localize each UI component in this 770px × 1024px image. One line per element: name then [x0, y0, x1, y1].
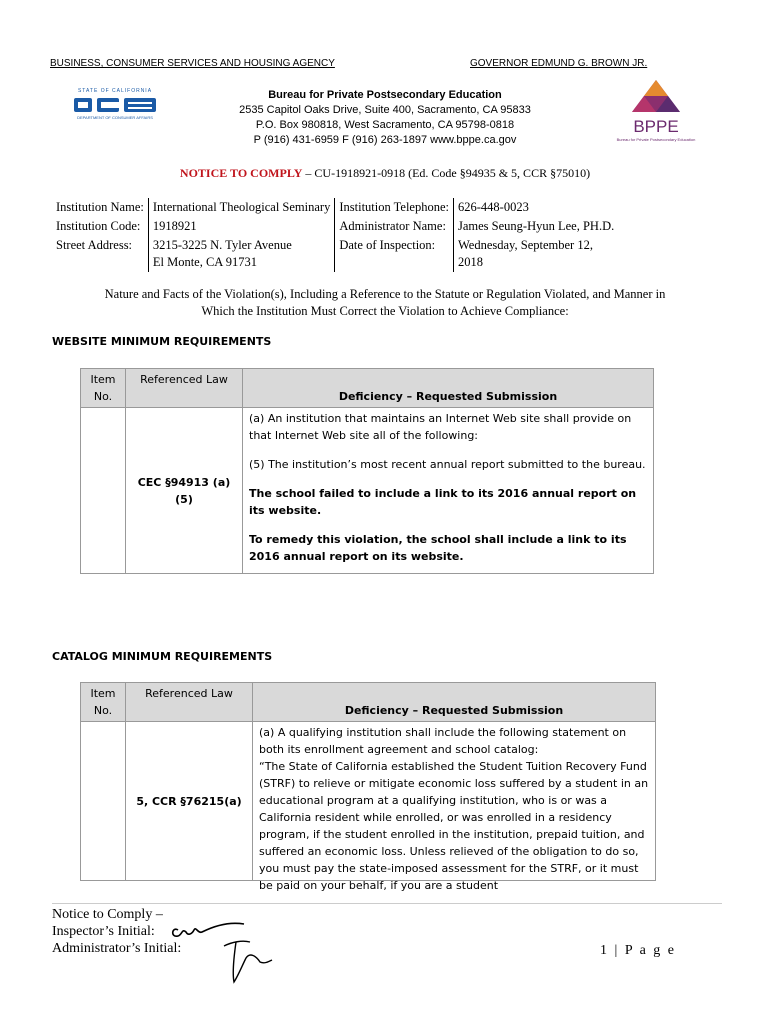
col-item-header: Item No. [81, 683, 126, 722]
dca-logo-top-text: STATE OF CALIFORNIA [77, 88, 153, 94]
table-row [81, 408, 654, 574]
catalog-deficiency-table [80, 682, 656, 892]
bureau-name: Bureau for Private Postsecondary Education [268, 89, 502, 101]
website-section-title: WEBSITE MINIMUM REQUIREMENTS [52, 335, 272, 348]
col-law-header: Referenced Law [126, 683, 253, 722]
agency-name: BUSINESS, CONSUMER SERVICES AND HOUSING AGENCY [50, 58, 335, 69]
street-address-value: 3215-3225 N. Tyler Avenue El Monte, CA 91731 [148, 236, 335, 272]
bureau-address2: P.O. Box 980818, West Sacramento, CA 95798-0818 [255, 119, 515, 131]
table-header-row [81, 683, 656, 722]
table-header-row [81, 369, 654, 408]
dca-logo-bottom-text: DEPARTMENT OF CONSUMER AFFAIRS [77, 115, 153, 120]
footer-notice-label: Notice to Comply – [52, 907, 163, 922]
col-deficiency-header: Deficiency – Requested Submission [253, 683, 656, 722]
referenced-law-cell: 5, CCR §76215(a) [126, 722, 253, 881]
institution-name-value: International Theological Seminary [148, 198, 335, 217]
institution-info-table [52, 198, 618, 272]
institution-code-value: 1918921 [148, 217, 335, 236]
col-law-header: Referenced Law [126, 369, 243, 408]
administrator-initial-label: Administrator’s Initial: [52, 941, 182, 956]
deficiency-cell: (a) A qualifying institution shall include the following statement on both its enrollment agreement and school catalog: “The State of California established the Student Tuition Recovery Fund (STRF) to relieve or mitigate economic loss suffered by a student in an educational program at a qualifying institution, who is or was a California resident while enrolled, or was enrolled in a residency program, if the student enrolled in the institution, prepaid tuition, and suffered an economic loss. Unless relieved of the obligation to do so, you must pay the state-imposed assessment for the STRF, or it must be paid on your behalf, if you are a student [253, 722, 656, 881]
inspector-initial-label: Inspector’s Initial: [52, 924, 155, 939]
institution-phone-label: Institution Telephone: [339, 200, 449, 214]
nature-of-violation: Nature and Facts of the Violation(s), Including a Reference to the Statute or Regulation Violated, and Manner in Which the Institution Must Correct the Violation to Achieve Compliance: [104, 287, 666, 318]
table-row [81, 722, 656, 881]
institution-code-label: Institution Code: [56, 219, 141, 233]
governor-name: GOVERNOR EDMUND G. BROWN JR. [470, 58, 648, 69]
institution-name-label: Institution Name: [56, 200, 144, 214]
bureau-address1: 2535 Capitol Oaks Drive, Suite 400, Sacramento, CA 95833 [239, 104, 531, 116]
catalog-section-title: CATALOG MINIMUM REQUIREMENTS [52, 650, 273, 663]
bppe-logo [618, 78, 694, 152]
notice-label: NOTICE TO COMPLY [179, 166, 303, 180]
inspection-date-label: Date of Inspection: [339, 238, 436, 252]
page-number: 1 | P a g e [600, 943, 677, 958]
website-deficiency-table [80, 368, 654, 574]
item-number-cell [81, 408, 126, 574]
inspection-date-value: Wednesday, September 12, 2018 [454, 236, 619, 272]
referenced-law-cell: CEC §94913 (a)(5) [126, 408, 243, 574]
street-address-label: Street Address: [56, 238, 133, 252]
footer-initials [52, 906, 181, 957]
notice-title [0, 166, 770, 181]
administrator-signature [218, 932, 274, 988]
administrator-label: Administrator Name: [339, 219, 446, 233]
notice-case: – CU-1918921-0918 (Ed. Code §94935 & 5, CCR §75010) [302, 166, 591, 180]
col-item-header: Item No. [81, 369, 126, 408]
footer-divider [52, 903, 722, 904]
col-deficiency-header: Deficiency – Requested Submission [243, 369, 654, 408]
bureau-contact: P (916) 431-6959 F (916) 263-1897 www.bppe.ca.gov [253, 134, 517, 146]
institution-phone-value: 626-448-0023 [454, 198, 619, 217]
administrator-value: James Seung-Hyun Lee, PH.D. [454, 217, 619, 236]
bppe-logo-subtext: Bureau for Private Postsecondary Education [616, 137, 696, 142]
deficiency-cell: (a) An institution that maintains an Internet Web site shall provide on that Internet Web site all of the following: (5) The institution’s most recent annual report submitted to the bureau. The school failed to include a link to its 2016 annual report on its website. To remedy this violation, the school shall include a link to its 2016 annual report on its website. [243, 408, 654, 574]
item-number-cell [81, 722, 126, 881]
bppe-logo-text: BPPE [633, 117, 679, 136]
